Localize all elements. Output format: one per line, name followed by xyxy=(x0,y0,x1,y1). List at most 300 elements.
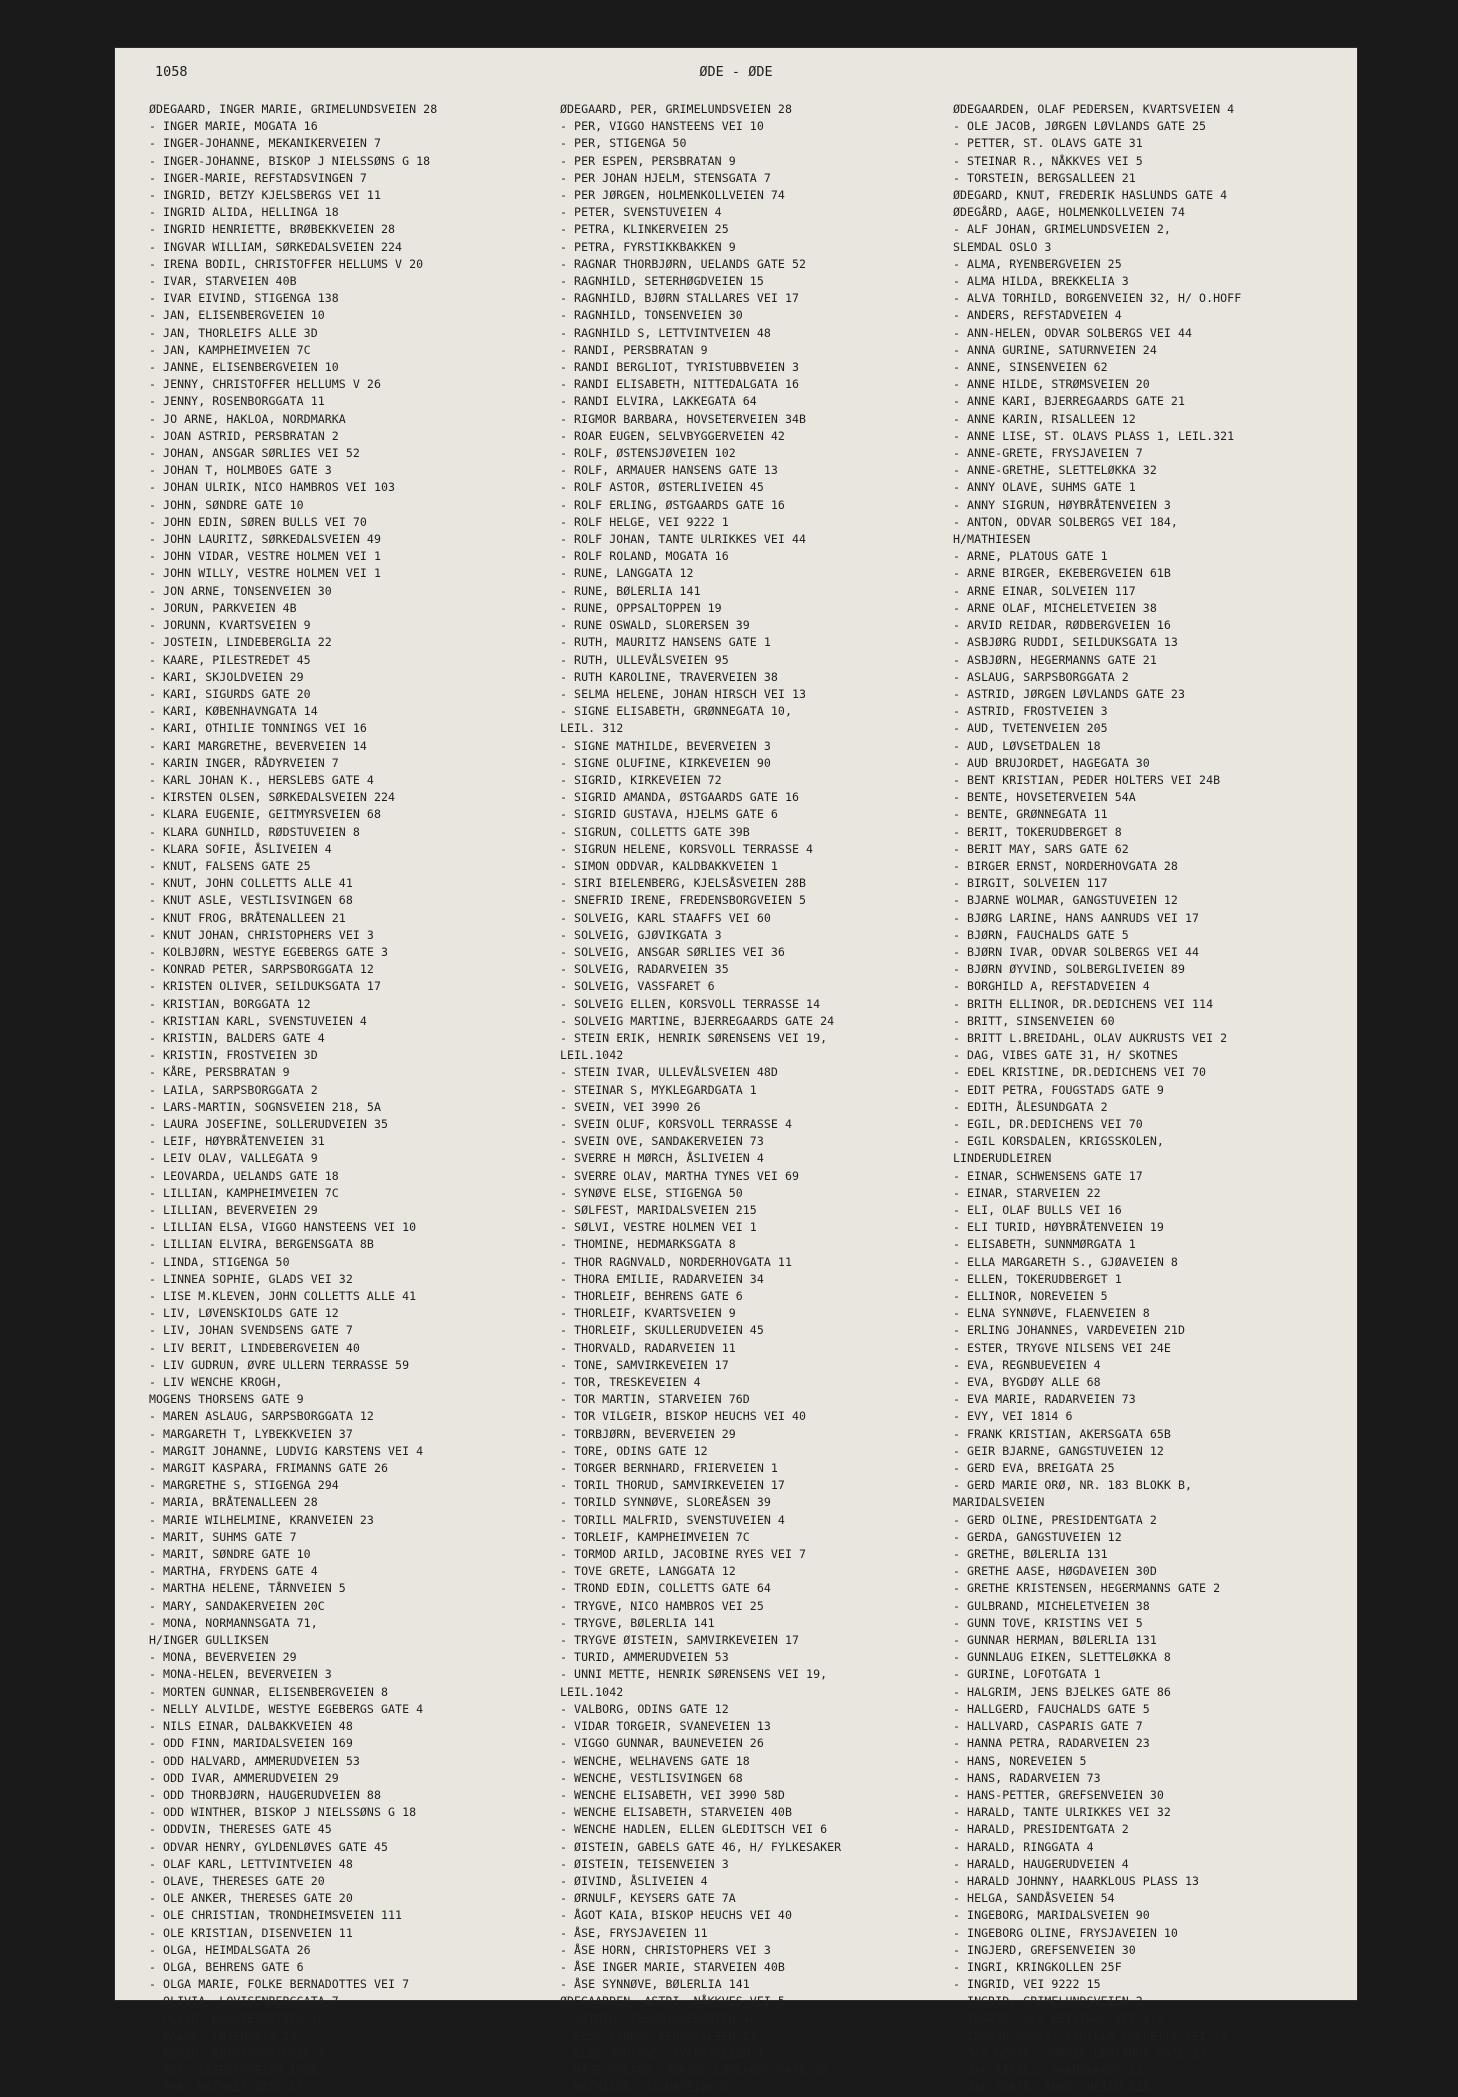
directory-entry: - TORMOD ARILD, JACOBINE RYES VEI 7 xyxy=(560,1547,807,1562)
directory-entry: - TROND EDIN, COLLETTS GATE 64 xyxy=(560,1581,771,1596)
directory-entry: - KLARA EUGENIE, GEITMYRSVEIEN 68 xyxy=(149,807,381,822)
directory-entry: - ANNE-GRETE, FRYSJAVEIEN 7 xyxy=(953,446,1143,461)
directory-entry: - TOR VILGEIR, BISKOP HEUCHS VEI 40 xyxy=(560,1409,807,1424)
directory-entry: - KONRAD PETER, SARPSBORGGATA 12 xyxy=(149,962,374,977)
directory-entry: - KNUT FROG, BRÅTENALLEEN 21 xyxy=(149,910,346,925)
directory-entry: - ALF JOHAN, GRIMELUNDSVEIEN 2, xyxy=(953,222,1171,237)
directory-entry: - OLE CHRISTIAN, TRONDHEIMSVEIEN 111 xyxy=(149,1908,403,1923)
directory-entry: - JOHN VIDAR, VESTRE HOLMEN VEI 1 xyxy=(149,549,381,564)
directory-entry: - MARGIT KASPARA, FRIMANNS GATE 26 xyxy=(149,1461,389,1476)
directory-entry: - GULBRAND, MICHELETVEIEN 38 xyxy=(953,1598,1150,1613)
directory-entry: - THORVALD, RADARVEIEN 11 xyxy=(560,1340,736,1355)
directory-entry: - KARL JOHAN K., HERSLEBS GATE 4 xyxy=(149,772,374,787)
directory-entry: - HÅGE OMLAND, JØRGEN LØVLANDS GATE 25 xyxy=(560,2063,828,2078)
directory-entry: - OLGA MARIE, FOLKE BERNADOTTES VEI 7 xyxy=(149,1977,410,1992)
directory-entry: - INGJERD, GREFSENVEIEN 30 xyxy=(953,1942,1136,1957)
directory-entry: - AUD, TVETENVEIEN 205 xyxy=(953,721,1108,736)
directory-entry: - ODDVIN, THERESES GATE 45 xyxy=(149,1822,332,1837)
directory-entry: - NELLY ALVILDE, WESTYE EGEBERGS GATE 4 xyxy=(149,1701,424,1716)
directory-entry: - LILLIAN ELSA, VIGGO HANSTEENS VEI 10 xyxy=(149,1220,417,1235)
directory-entry: - LINDA, STIGENGA 50 xyxy=(149,1254,290,1269)
directory-entry: - ALVA TORHILD, BORGENVEIEN 32, H/ O.HOFF xyxy=(953,291,1242,306)
directory-entry: - ANNE LISE, ST. OLAVS PLASS 1, LEIL.321 xyxy=(953,428,1235,443)
directory-entry: - ELSE BJØRG, BERGSALLEEN 21 xyxy=(560,2028,757,2043)
directory-entry: - VIDAR TORGEIR, SVANEVEIEN 13 xyxy=(560,1719,771,1734)
directory-entry: - STEIN IVAR, ULLEVÅLSVEIEN 48D xyxy=(560,1065,778,1080)
directory-entry: - GERDA, GANGSTUVEIEN 12 xyxy=(953,1529,1122,1544)
directory-entry: - KARI, SKJOLDVEIEN 29 xyxy=(149,669,304,684)
directory-entry: - TORSTEIN, BERGSALLEEN 21 xyxy=(953,170,1136,185)
directory-entry: - IRENA BODIL, CHRISTOFFER HELLUMS V 20 xyxy=(149,256,424,271)
directory-entry: - JOHN WILLY, VESTRE HOLMEN VEI 1 xyxy=(149,566,381,581)
directory-entry: - ROLF, ARMAUER HANSENS GATE 13 xyxy=(560,463,778,478)
directory-entry: - INGRID, VEI 9222 15 xyxy=(953,1977,1101,1992)
directory-entry: - NILS EINAR, DALBAKKVEIEN 48 xyxy=(149,1719,353,1734)
directory-entry: ØDEGAARD, PER, GRIMELUNDSVEIEN 28 xyxy=(560,102,792,116)
directory-entry: - INGEBORG, MARIDALSVEIEN 90 xyxy=(953,1908,1150,1923)
directory-entry: - HALLGERD, FAUCHALDS GATE 5 xyxy=(953,1701,1150,1716)
directory-entry: - HARALD, RINGGATA 4 xyxy=(953,1839,1094,1854)
column-1 xyxy=(149,101,553,2097)
directory-entry: - SOLVEIG, VASSFARET 6 xyxy=(560,979,715,994)
directory-entry: - KARIN INGER, RÅDYRVEIEN 7 xyxy=(149,755,339,770)
running-head: ØDE - ØDE xyxy=(699,64,773,80)
directory-entry: - ØISTEIN, TEISENVEIEN 3 xyxy=(560,1856,729,1871)
directory-entry: - RUTH, ULLEVÅLSVEIEN 95 xyxy=(560,652,729,667)
directory-entry: - EDIT PETRA, FOUGSTADS GATE 9 xyxy=(953,1082,1164,1097)
directory-entry: - ARNE OLAF, MICHELETVEIEN 38 xyxy=(953,600,1157,615)
directory-entry: - MARTHA, FRYDENS GATE 4 xyxy=(149,1564,318,1579)
directory-entry: - INGRI, KRINGKOLLEN 25F xyxy=(953,1959,1122,1974)
directory-entry: - ÅGOT KAIA, BISKOP HEUCHS VEI 40 xyxy=(560,1908,792,1923)
directory-entry: - EVY, VEI 1814 6 xyxy=(953,1409,1073,1424)
directory-entry: - KARI, OTHILIE TONNINGS VEI 16 xyxy=(149,721,367,736)
directory-entry: - KNUT, JOHN COLLETTS ALLE 41 xyxy=(149,876,353,891)
directory-entry: - RIGMOR BARBARA, HOVSETERVEIEN 34B xyxy=(560,411,807,426)
directory-entry: - FRANK KRISTIAN, AKERSGATA 65B xyxy=(953,1426,1171,1441)
directory-entry: - BIRGER ERNST, NORDERHOVGATA 28 xyxy=(953,858,1178,873)
directory-entry: - KRISTIAN, BORGGATA 12 xyxy=(149,996,311,1011)
directory-entry: - LEIV OLAV, VALLEGATA 9 xyxy=(149,1151,318,1166)
directory-entry: - BENT KRISTIAN, PEDER HOLTERS VEI 24B xyxy=(953,772,1221,787)
directory-entry: - GUNNLAUG EIKEN, SLETTELØKKA 8 xyxy=(953,1650,1171,1665)
directory-entry: - HARALD, PRESIDENTGATA 2 xyxy=(953,1822,1129,1837)
directory-entry: - ODD WINTHER, BISKOP J NIELSSØNS G 18 xyxy=(149,1805,417,1820)
directory-entry: - JAN, THORLEIFS ALLE 3D xyxy=(149,325,318,340)
directory-entry: - ROAR EUGEN, SELVBYGGERVEIEN 42 xyxy=(560,428,785,443)
directory-entry: - TORILL MALFRID, SVENSTUVEIEN 4 xyxy=(560,1512,785,1527)
directory-entry: - IVAR, STARVEIEN 40B xyxy=(149,274,297,289)
directory-entry: ØDEGARD, KNUT, FREDERIK HASLUNDS GATE 4 xyxy=(953,188,1228,203)
directory-entry: - TORBJØRN, BEVERVEIEN 29 xyxy=(560,1426,736,1441)
directory-entry: - EGIL KORSDALEN, KRIGSSKOLEN, xyxy=(953,1134,1164,1149)
directory-entry: - MARIA, BRÅTENALLEEN 28 xyxy=(149,1495,318,1510)
directory-entry: - OLGA, BEHRENS GATE 6 xyxy=(149,1959,304,1974)
directory-entry: - ODD HALVARD, AMMERUDVEIEN 53 xyxy=(149,1753,360,1768)
directory-entry: - TORGER BERNHARD, FRIERVEIEN 1 xyxy=(560,1461,778,1476)
directory-entry: - SIMON ODDVAR, KALDBAKKVEIEN 1 xyxy=(560,858,778,873)
directory-entry: - TORE, ODINS GATE 12 xyxy=(560,1443,708,1458)
directory-entry: SLEMDAL OSLO 3 xyxy=(953,239,1052,254)
directory-entry: - JAN GEORG, JØRGEN LØVLANDS GATE 23 xyxy=(953,2045,1207,2060)
directory-entry: - ROLF, ØSTENSJØVEIEN 102 xyxy=(560,446,736,461)
directory-entry: - INGRID MARIE, CAMILLA COLLETTS VEI 18 xyxy=(953,2028,1228,2043)
directory-entry: - KLARA GUNHILD, RØDSTUVEIEN 8 xyxy=(149,824,360,839)
directory-entry: - RANDI BERGLIOT, TYRISTUBBVEIEN 3 xyxy=(560,360,800,375)
directory-entry: - JOSTEIN, LINDEBERGLIA 22 xyxy=(149,635,332,650)
page-number: 1058 xyxy=(155,64,188,80)
directory-entry: - EGIL, DR.DEDICHENS VEI 70 xyxy=(953,1116,1143,1131)
directory-entry: - PETTER, ST. OLAVS GATE 31 xyxy=(953,136,1143,151)
directory-entry: - OSKAR, DALSBERGSTIEN 10 xyxy=(149,2011,325,2026)
directory-entry: - RUNE, OPPSALTOPPEN 19 xyxy=(560,600,722,615)
directory-entry: - ROLF ASTOR, ØSTERLIVEIEN 45 xyxy=(560,480,764,495)
directory-entry: - THORLEIF, SKULLERUDVEIEN 45 xyxy=(560,1323,764,1338)
directory-entry: - SOLVEIG, RADARVEIEN 35 xyxy=(560,962,729,977)
directory-entry: - HARALD JOHNNY, HAARKLOUS PLASS 13 xyxy=(953,1873,1200,1888)
directory-entry: - SOLVEIG MARTINE, BJERREGAARDS GATE 24 xyxy=(560,1013,835,1028)
directory-entry: - BORGHILD A, REFSTADVEIEN 4 xyxy=(953,979,1150,994)
directory-entry: - STEINAR S, MYKLEGARDGATA 1 xyxy=(560,1082,757,1097)
directory-entry: - SVEIN, VEI 3990 26 xyxy=(560,1099,701,1114)
directory-entry: - ELLA MARGARETH S., GJØAVEIEN 8 xyxy=(953,1254,1178,1269)
directory-entry: - ODD FINN, MARIDALSVEIEN 169 xyxy=(149,1736,353,1751)
directory-entry: - INGRID ALIDA, HELLINGA 18 xyxy=(149,205,339,220)
directory-entry: LINDERUDLEIREN xyxy=(953,1151,1052,1166)
directory-entry: - RAGNHILD S, LETTVINTVEIEN 48 xyxy=(560,325,771,340)
directory-entry: - KRISTEN OLIVER, SEILDUKSGATA 17 xyxy=(149,979,381,994)
directory-entry: - LILLIAN ELVIRA, BERGENSGATA 8B xyxy=(149,1237,374,1252)
directory-entry: - GRETHE KRISTENSEN, HEGERMANNS GATE 2 xyxy=(953,1581,1221,1596)
directory-entry: - MARIT, SØNDRE GATE 10 xyxy=(149,1547,311,1562)
directory-entry: LEIL.1042 xyxy=(560,1048,624,1063)
directory-entry: - BERIT, TOKERUDBERGET 8 xyxy=(953,824,1122,839)
directory-entry: - ROLF ERLING, ØSTGAARDS GATE 16 xyxy=(560,497,785,512)
directory-entry: - GUNN TOVE, KRISTINS VEI 5 xyxy=(953,1615,1143,1630)
directory-entry: - HANS-PETTER, GREFSENVEIEN 30 xyxy=(953,1787,1164,1802)
directory-entry: - JOHAN T, HOLMBOES GATE 3 xyxy=(149,463,332,478)
directory-entry: - ELI TURID, HØYBRÅTENVEIEN 19 xyxy=(953,1220,1164,1235)
directory-entry: - RAGNHILD, BJØRN STALLARES VEI 17 xyxy=(560,291,800,306)
directory-entry: - WENCHE ELISABETH, VEI 3990 58D xyxy=(560,1787,785,1802)
directory-entry: - STEINAR R., NÅKKVES VEI 5 xyxy=(953,153,1143,168)
directory-entry: - ANNE KARI, BJERREGAARDS GATE 21 xyxy=(953,394,1185,409)
directory-entry: - SIRI BIELENBERG, KJELSÅSVEIEN 28B xyxy=(560,876,807,891)
directory-entry: H/INGER GULLIKSEN xyxy=(149,1633,269,1648)
directory-entry: - SOLVEIG, ANSGAR SØRLIES VEI 36 xyxy=(560,944,785,959)
directory-entry: - KÅRE, PERSBRATAN 9 xyxy=(149,1065,290,1080)
directory-entry: - RUTH KAROLINE, TRAVERVEIEN 38 xyxy=(560,669,778,684)
directory-entry: - MARGIT JOHANNE, LUDVIG KARSTENS VEI 4 xyxy=(149,1443,424,1458)
directory-entry: - RANDI ELVIRA, LAKKEGATA 64 xyxy=(560,394,757,409)
directory-entry: - JORUN, PARKVEIEN 4B xyxy=(149,600,297,615)
column-3 xyxy=(953,101,1357,2097)
directory-entry: - PEDER, REFSTADSVINGEN 7 xyxy=(149,2045,325,2060)
directory-entry: - RAGNHILD, TONSENVEIEN 30 xyxy=(560,308,743,323)
directory-entry: - HELGA, SANDÅSVEIEN 54 xyxy=(953,1891,1115,1906)
directory-entry: - WENCHE ELISABETH, STARVEIEN 40B xyxy=(560,1805,792,1820)
directory-entry: - HARALD, TANTE ULRIKKES VEI 32 xyxy=(953,1805,1171,1820)
directory-entry: - MONA, BEVERVEIEN 29 xyxy=(149,1650,297,1665)
directory-entry: - KIRSTEN OLSEN, SØRKEDALSVEIEN 224 xyxy=(149,790,396,805)
directory-entry: - ÅSE, FRYSJAVEIEN 11 xyxy=(560,1925,708,1940)
directory-entry: - MARTHA HELENE, TÅRNVEIEN 5 xyxy=(149,1581,346,1596)
directory-entry: - SIGRUN HELENE, KORSVOLL TERRASSE 4 xyxy=(560,841,814,856)
directory-entry: - KNUT ASLE, VESTLISVINGEN 68 xyxy=(149,893,353,908)
directory-entry: - SNEFRID IRENE, FREDENSBORGVEIEN 5 xyxy=(560,893,807,908)
directory-entry: - TORILD SYNNØVE, SLOREÅSEN 39 xyxy=(560,1495,771,1510)
directory-entry: - BENTE, HOVSETERVEIEN 54A xyxy=(953,790,1136,805)
directory-entry: - INGRID HENRIETTE, BRØBEKKVEIEN 28 xyxy=(149,222,396,237)
directory-entry: ØDEGÅRD, AAGE, HOLMENKOLLVEIEN 74 xyxy=(953,205,1185,220)
directory-entry: - SIGRID AMANDA, ØSTGAARDS GATE 16 xyxy=(560,790,800,805)
directory-entry: - OLE ANKER, THERESES GATE 20 xyxy=(149,1891,353,1906)
directory-entry: - RANDI, PERSBRATAN 9 xyxy=(560,342,708,357)
directory-entry: - ASTRID, SELVBYGGERVEIEN 46 xyxy=(560,2011,757,2026)
directory-entry: - GERD OLINE, PRESIDENTGATA 2 xyxy=(953,1512,1157,1527)
directory-entry: - ELNA SYNNØVE, FLAENVEIEN 8 xyxy=(953,1306,1150,1321)
page-header xyxy=(155,56,1317,84)
directory-entry: - JOHN, SØNDRE GATE 10 xyxy=(149,497,304,512)
directory-entry: - KNUT, FALSENS GATE 25 xyxy=(149,858,311,873)
directory-entry: - MARY, SANDAKERVEIEN 20C xyxy=(149,1598,325,1613)
directory-entry: - ELSE JOHANNE, KVARTSVEIEN 4 xyxy=(560,2045,764,2060)
directory-entry: - BJØRN, FAUCHALDS GATE 5 xyxy=(953,927,1129,942)
directory-entry: - LIV BERIT, LINDEBERGVEIEN 40 xyxy=(149,1340,360,1355)
directory-entry: - KARI MARGRETHE, BEVERVEIEN 14 xyxy=(149,738,367,753)
directory-entry: - LILLIAN, KAMPHEIMVEIEN 7C xyxy=(149,1185,339,1200)
directory-entry: - ANNE-GRETHE, SLETTELØKKA 32 xyxy=(953,463,1157,478)
directory-entry: - ANNY OLAVE, SUHMS GATE 1 xyxy=(953,480,1136,495)
directory-entry: - ASLAUG, SARPSBORGGATA 2 xyxy=(953,669,1129,684)
directory-entry: - ELLINOR, NOREVEIEN 5 xyxy=(953,1289,1108,1304)
column-2 xyxy=(560,101,964,2097)
directory-entry: - EVA, REGNBUEVEIEN 4 xyxy=(953,1357,1101,1372)
directory-entry: - ODD THORBJØRN, HAUGERUDVEIEN 88 xyxy=(149,1787,381,1802)
directory-entry: - AUD, LØVSETDALEN 18 xyxy=(953,738,1101,753)
directory-entry: - BIRGIT, SOLVEIEN 117 xyxy=(953,876,1108,891)
directory-entry: - OLAVE, THERESES GATE 20 xyxy=(149,1873,325,1888)
directory-entry: - THORLEIF, BEHRENS GATE 6 xyxy=(560,1289,743,1304)
directory-entry: - BJØRG LARINE, HANS AANRUDS VEI 17 xyxy=(953,910,1200,925)
directory-entry: - JOHN LAURITZ, SØRKEDALSVEIEN 49 xyxy=(149,532,381,547)
directory-entry: - VIGGO GUNNAR, BAUNEVEIEN 26 xyxy=(560,1736,764,1751)
directory-entry: - INGER MARIE, MOGATA 16 xyxy=(149,119,318,134)
directory-entry: - ASTRID, FROSTVEIEN 3 xyxy=(953,704,1108,719)
directory-entry: - PETER, SVENSTUVEIEN 4 xyxy=(560,205,722,220)
directory-entry: - HALLVARD, CASPARIS GATE 7 xyxy=(953,1719,1143,1734)
directory-entry: - ARNE EINAR, SOLVEIEN 117 xyxy=(953,583,1136,598)
directory-entry: - LAILA, SARPSBORGGATA 2 xyxy=(149,1082,318,1097)
directory-entry: - WENCHE, VESTLISVINGEN 68 xyxy=(560,1770,743,1785)
directory-entry: - RAGNHILD, SETERHØGDVEIEN 15 xyxy=(560,274,764,289)
directory-entry: - ESTER, TRYGVE NILSENS VEI 24E xyxy=(953,1340,1171,1355)
directory-entry: - SVERRE OLAV, MARTHA TYNES VEI 69 xyxy=(560,1168,800,1183)
directory-entry: - ARNE, PLATOUS GATE 1 xyxy=(953,549,1108,564)
directory-entry: - LIV GUDRUN, ØVRE ULLERN TERRASSE 59 xyxy=(149,1357,410,1372)
directory-entry: - OLAF KARL, LETTVINTVEIEN 48 xyxy=(149,1856,353,1871)
directory-entry: - SIGRID GUSTAVA, HJELMS GATE 6 xyxy=(560,807,778,822)
directory-entry: - TOR MARTIN, STARVEIEN 76D xyxy=(560,1392,750,1407)
directory-entry: - ELISABETH, SUNNMØRGATA 1 xyxy=(953,1237,1136,1252)
directory-entry: - ASTRID, JØRGEN LØVLANDS GATE 23 xyxy=(953,686,1185,701)
directory-entry: - SOLVEIG, GJØVIKGATA 3 xyxy=(560,927,722,942)
directory-entry: - ARNE BIRGER, EKEBERGVEIEN 61B xyxy=(953,566,1171,581)
directory-entry: - SVEIN OLUF, KORSVOLL TERRASSE 4 xyxy=(560,1116,792,1131)
directory-entry: - KRISTIN, BALDERS GATE 4 xyxy=(149,1030,325,1045)
directory-entry: - RUNE, LANGGATA 12 xyxy=(560,566,694,581)
directory-entry: - ANDERS, REFSTADVEIEN 4 xyxy=(953,308,1122,323)
directory-entry: - RUNE OSWALD, SLORERSEN 39 xyxy=(560,618,750,633)
directory-entry: - IVAR EIVIND, STIGENGA 138 xyxy=(149,291,339,306)
directory-entry: - JOAN ASTRID, PERSBRATAN 2 xyxy=(149,428,339,443)
directory-entry: - ØIVIND, ÅSLIVEIEN 4 xyxy=(560,1873,708,1888)
directory-entry: - ÅSE SYNNØVE, BØLERLIA 141 xyxy=(560,1977,750,1992)
directory-entry: - SIGNE ELISABETH, GRØNNEGATA 10, xyxy=(560,704,792,719)
directory-entry: - KOLBJØRN, WESTYE EGEBERGS GATE 3 xyxy=(149,944,389,959)
directory-entry: - INGER-JOHANNE, MEKANIKERVEIEN 7 xyxy=(149,136,381,151)
directory-entry: - OLE JACOB, JØRGEN LØVLANDS GATE 25 xyxy=(953,119,1207,134)
directory-entry: - EINAR, SCHWENSENS GATE 17 xyxy=(953,1168,1143,1183)
directory-entry: - RUNE, BØLERLIA 141 xyxy=(560,583,701,598)
directory-entry: - JENNY, ROSENBORGGATA 11 xyxy=(149,394,325,409)
directory-entry: - PETRA, FYRSTIKKBAKKEN 9 xyxy=(560,239,736,254)
directory-entry: MARIDALSVEIEN xyxy=(953,1495,1045,1510)
directory-entry: - PALMA, TØYENGATA 28 xyxy=(149,2028,297,2043)
directory-entry: - PER, RATHKES GATE 17 xyxy=(149,2080,304,2095)
directory-entry: - MATHILDE, SILURVEIEN 8 xyxy=(560,2080,729,2095)
directory-entry: - JENNY, CHRISTOFFER HELLUMS V 26 xyxy=(149,377,381,392)
directory-entry: - ALMA HILDA, BREKKELIA 3 xyxy=(953,274,1129,289)
directory-entry: - LILLIAN, BEVERVEIEN 29 xyxy=(149,1203,318,1217)
directory-entry: - LINNEA SOPHIE, GLADS VEI 32 xyxy=(149,1271,353,1286)
directory-entry: - ALMA, RYENBERGVEIEN 25 xyxy=(953,256,1122,271)
directory-entry: - LISE M.KLEVEN, JOHN COLLETTS ALLE 41 xyxy=(149,1289,417,1304)
directory-page xyxy=(115,48,1357,2095)
directory-entry: - EDEL KRISTINE, DR.DEDICHENS VEI 70 xyxy=(953,1065,1207,1080)
directory-entry: - JOHN EDIN, SØREN BULLS VEI 70 xyxy=(149,514,367,529)
directory-entry: - BRITH ELLINOR, DR.DEDICHENS VEI 114 xyxy=(953,996,1214,1011)
directory-entry: - TRYGVE ØISTEIN, SAMVIRKEVEIEN 17 xyxy=(560,1633,800,1648)
directory-entry: - EINAR, STARVEIEN 22 xyxy=(953,1185,1101,1200)
directory-entry: - PER JOHAN HJELM, STENSGATA 7 xyxy=(560,170,771,185)
directory-entry: - INGRID, OLE REISTADS VEI 41A xyxy=(953,2011,1164,2026)
directory-entry: - INGER-JOHANNE, BISKOP J NIELSSØNS G 18 xyxy=(149,153,431,168)
directory-entry: - ANNE, SINSENVEIEN 62 xyxy=(953,360,1108,375)
directory-entry: - LAURA JOSEFINE, SOLLERUDVEIEN 35 xyxy=(149,1116,389,1131)
directory-entry: - TRYGVE, NICO HAMBROS VEI 25 xyxy=(560,1598,764,1613)
directory-entry: - BRITT, SINSENVEIEN 60 xyxy=(953,1013,1115,1028)
directory-entry: - JAN TERJE, ÅRVOLLVEIEN 42A xyxy=(953,2080,1150,2095)
directory-entry: - DAG, VIBES GATE 31, H/ SKOTNES xyxy=(953,1048,1178,1063)
directory-entry: - STEIN ERIK, HENRIK SØRENSENS VEI 19, xyxy=(560,1030,828,1045)
directory-entry: - AUD BRUJORDET, HAGEGATA 30 xyxy=(953,755,1150,770)
directory-entry: - ANNE KARIN, RISALLEEN 12 xyxy=(953,411,1136,426)
directory-entry: - HANS, NOREVEIEN 5 xyxy=(953,1753,1087,1768)
directory-entry: - INGRID, GRIMELUNDSVEIEN 2 xyxy=(953,1994,1143,2009)
directory-entry: - ÅSE HORN, CHRISTOPHERS VEI 3 xyxy=(560,1942,771,1957)
directory-entry: - TRYGVE, BØLERLIA 141 xyxy=(560,1615,715,1630)
directory-entry: - TOVE GRETE, LANGGATA 12 xyxy=(560,1564,736,1579)
directory-entry: - LEIF, HØYBRÅTENVEIEN 31 xyxy=(149,1134,325,1149)
directory-entry: - SOLVEIG ELLEN, KORSVOLL TERRASSE 14 xyxy=(560,996,821,1011)
directory-entry: - UNNI METTE, HENRIK SØRENSENS VEI 19, xyxy=(560,1667,828,1682)
directory-entry: - THOMINE, HEDMARKSGATA 8 xyxy=(560,1237,736,1252)
directory-entry: - ANNY SIGRUN, HØYBRÅTENVEIEN 3 xyxy=(953,497,1171,512)
directory-entry: - GURINE, LOFOTGATA 1 xyxy=(953,1667,1101,1682)
directory-entry: - LEOVARDA, UELANDS GATE 18 xyxy=(149,1168,339,1183)
directory-entry: - EVA, BYGDØY ALLE 68 xyxy=(953,1375,1101,1390)
directory-entry: - GEIR BJARNE, GANGSTUVEIEN 12 xyxy=(953,1443,1164,1458)
directory-entry: - MONA-HELEN, BEVERVEIEN 3 xyxy=(149,1667,332,1682)
directory-entry: - JON ARNE, TONSENVEIEN 30 xyxy=(149,583,332,598)
directory-entry: - PER, EKEBERGVEIEN 162B xyxy=(149,2063,318,2078)
directory-entry: - MORTEN GUNNAR, ELISENBERGVEIEN 8 xyxy=(149,1684,389,1699)
directory-entry: - SIGNE MATHILDE, BEVERVEIEN 3 xyxy=(560,738,771,753)
directory-entry: - OLGA, HEIMDALSGATA 26 xyxy=(149,1942,311,1957)
directory-entry: - BJØRN IVAR, ODVAR SOLBERGS VEI 44 xyxy=(953,944,1200,959)
directory-entry: - EDITH, ÅLESUNDGATA 2 xyxy=(953,1099,1108,1114)
directory-entry: - JAN KIRILL, SKAUSNARET 11 xyxy=(953,2063,1143,2078)
directory-entry: - ROLF JOHAN, TANTE ULRIKKES VEI 44 xyxy=(560,532,807,547)
directory-entry: - PER JØRGEN, HOLMENKOLLVEIEN 74 xyxy=(560,188,785,203)
directory-entry: - JAN, KAMPHEIMVEIEN 7C xyxy=(149,342,311,357)
directory-entry: - HALGRIM, JENS BJELKES GATE 86 xyxy=(953,1684,1171,1699)
directory-entry: - ØRNULF, KEYSERS GATE 7A xyxy=(560,1891,736,1906)
directory-entry: - KRISTIN, FROSTVEIEN 3D xyxy=(149,1048,318,1063)
directory-entry: - LIV WENCHE KROGH, xyxy=(149,1375,283,1390)
directory-entry: - SYNØVE ELSE, STIGENGA 50 xyxy=(560,1185,743,1200)
directory-entry: - ROLF ROLAND, MOGATA 16 xyxy=(560,549,729,564)
directory-entry: - PER, STIGENGA 50 xyxy=(560,136,687,151)
directory-entry: - SVERRE H MØRCH, ÅSLIVEIEN 4 xyxy=(560,1151,764,1166)
directory-entry: - GERD EVA, BREIGATA 25 xyxy=(953,1461,1115,1476)
directory-entry: - ELI, OLAF BULLS VEI 16 xyxy=(953,1203,1122,1217)
directory-entry: - THORA EMILIE, RADARVEIEN 34 xyxy=(560,1271,764,1286)
directory-entry: - LARS-MARTIN, SOGNSVEIEN 218, 5A xyxy=(149,1099,381,1114)
directory-entry: - THOR RAGNVALD, NORDERHOVGATA 11 xyxy=(560,1254,792,1269)
directory-entry: - MARGRETHE S, STIGENGA 294 xyxy=(149,1478,339,1493)
directory-entry: - HANNA PETRA, RADARVEIEN 23 xyxy=(953,1736,1150,1751)
directory-entry: H/MATHIESEN xyxy=(953,532,1031,547)
directory-entry: - LIV, LØVENSKIOLDS GATE 12 xyxy=(149,1306,339,1321)
directory-entry: - ANNE HILDE, STRØMSVEIEN 20 xyxy=(953,377,1150,392)
directory-entry: - PETRA, KLINKERVEIEN 25 xyxy=(560,222,729,237)
directory-entry: - VALBORG, ODINS GATE 12 xyxy=(560,1701,729,1716)
directory-entry: - TURID, AMMERUDVEIEN 53 xyxy=(560,1650,729,1665)
directory-entry: ØDEGAARDEN, OLAF PEDERSEN, KVARTSVEIEN 4 xyxy=(953,102,1235,116)
directory-entry: - PER ESPEN, PERSBRATAN 9 xyxy=(560,153,736,168)
directory-entry: - ODD IVAR, AMMERUDVEIEN 29 xyxy=(149,1770,339,1785)
directory-entry: MOGENS THORSENS GATE 9 xyxy=(149,1392,304,1407)
directory-entry: - ERLING JOHANNES, VARDEVEIEN 21D xyxy=(953,1323,1185,1338)
directory-entry: - ANNA GURINE, SATURNVEIEN 24 xyxy=(953,342,1157,357)
directory-entry: - KRISTIAN KARL, SVENSTUVEIEN 4 xyxy=(149,1013,367,1028)
directory-entry: - JANNE, ELISENBERGVEIEN 10 xyxy=(149,360,339,375)
directory-entry: - BJARNE WOLMAR, GANGSTUVEIEN 12 xyxy=(953,893,1178,908)
directory-entry: - THORLEIF, KVARTSVEIEN 9 xyxy=(560,1306,736,1321)
directory-entry: - RUTH, MAURITZ HANSENS GATE 1 xyxy=(560,635,771,650)
directory-entry: - ANTON, ODVAR SOLBERGS VEI 184, xyxy=(953,514,1178,529)
directory-entry: ØDEGAARDEN, ASTRI, NÅKKVES VEI 5 xyxy=(560,1994,785,2009)
directory-entry: - SIGRID, KIRKEVEIEN 72 xyxy=(560,772,722,787)
directory-entry: - SIGRUN, COLLETTS GATE 39B xyxy=(560,824,750,839)
directory-entry: ØDEGAARD, INGER MARIE, GRIMELUNDSVEIEN 28 xyxy=(149,102,438,116)
directory-entry: - MARGARETH T, LYBEKKVEIEN 37 xyxy=(149,1426,353,1441)
directory-entry: - INGVAR WILLIAM, SØRKEDALSVEIEN 224 xyxy=(149,239,403,254)
directory-entry: - HARALD, HAUGERUDVEIEN 4 xyxy=(953,1856,1129,1871)
directory-entry: - TOR, TRESKEVEIEN 4 xyxy=(560,1375,701,1390)
